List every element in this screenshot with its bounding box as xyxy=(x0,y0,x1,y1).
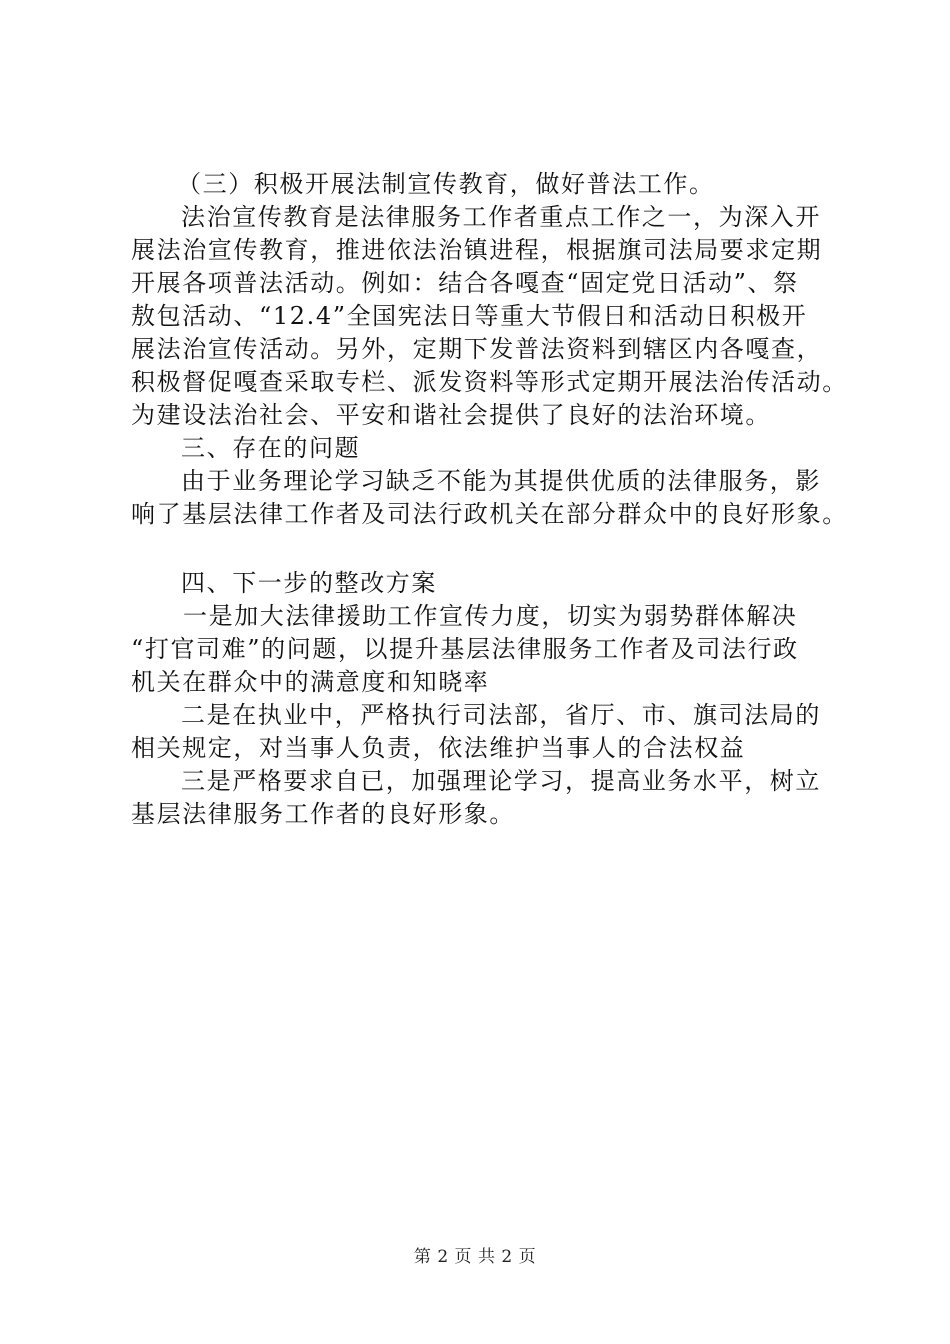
document-body xyxy=(131,168,848,831)
paragraph-line: 二是在执业中，严格执行司法部，省厅、市、旗司法局的 xyxy=(181,701,821,729)
paragraph-line: 由于业务理论学习缺乏不能为其提供优质的法律服务，影 xyxy=(181,467,821,495)
paragraph-line: 开展各项普法活动。例如：结合各嘎查“固定党日活动”、祭 xyxy=(131,269,799,297)
paragraph-gap xyxy=(131,531,831,567)
paragraph-line: 展法治宣传教育，推进依法治镇进程，根据旗司法局要求定期 xyxy=(131,236,823,264)
paragraph-line: 敖包活动、“12.4”全国宪法日等重大节假日和活动日积极开 xyxy=(131,302,808,330)
paragraph-line: “打官司难”的问题，以提升基层法律服务工作者及司法行政 xyxy=(131,635,799,663)
page-number-footer: 第 2 页 共 2 页 xyxy=(413,1247,537,1267)
paragraph-line: 响了基层法律工作者及司法行政机关在部分群众中的良好形象。 xyxy=(131,500,848,528)
section-heading-legal-education: （三）积极开展法制宣传教育，做好普法工作。 xyxy=(177,170,715,198)
paragraph-line: 三是严格要求自已，加强理论学习，提高业务水平，树立 xyxy=(181,767,821,795)
section-heading-problems: 三、存在的问题 xyxy=(181,434,361,462)
paragraph-line: 为建设法治社会、平安和谐社会提供了良好的法治环境。 xyxy=(131,401,771,429)
paragraph-line: 基层法律服务工作者的良好形象。 xyxy=(131,800,515,828)
paragraph-line: 一是加大法律援助工作宣传力度，切实为弱势群体解决 xyxy=(183,602,798,630)
paragraph-line: 积极督促嘎查采取专栏、派发资料等形式定期开展法治传活动。 xyxy=(131,368,848,396)
section-heading-rectification-plan: 四、下一步的整改方案 xyxy=(181,569,437,597)
paragraph-line: 展法治宣传活动。另外，定期下发普法资料到辖区内各嘎查， xyxy=(131,335,823,363)
paragraph-line: 法治宣传教育是法律服务工作者重点工作之一，为深入开 xyxy=(181,203,821,231)
paragraph-line: 机关在群众中的满意度和知晓率 xyxy=(131,668,490,696)
paragraph-line: 相关规定，对当事人负责，依法维护当事人的合法权益 xyxy=(131,734,746,762)
